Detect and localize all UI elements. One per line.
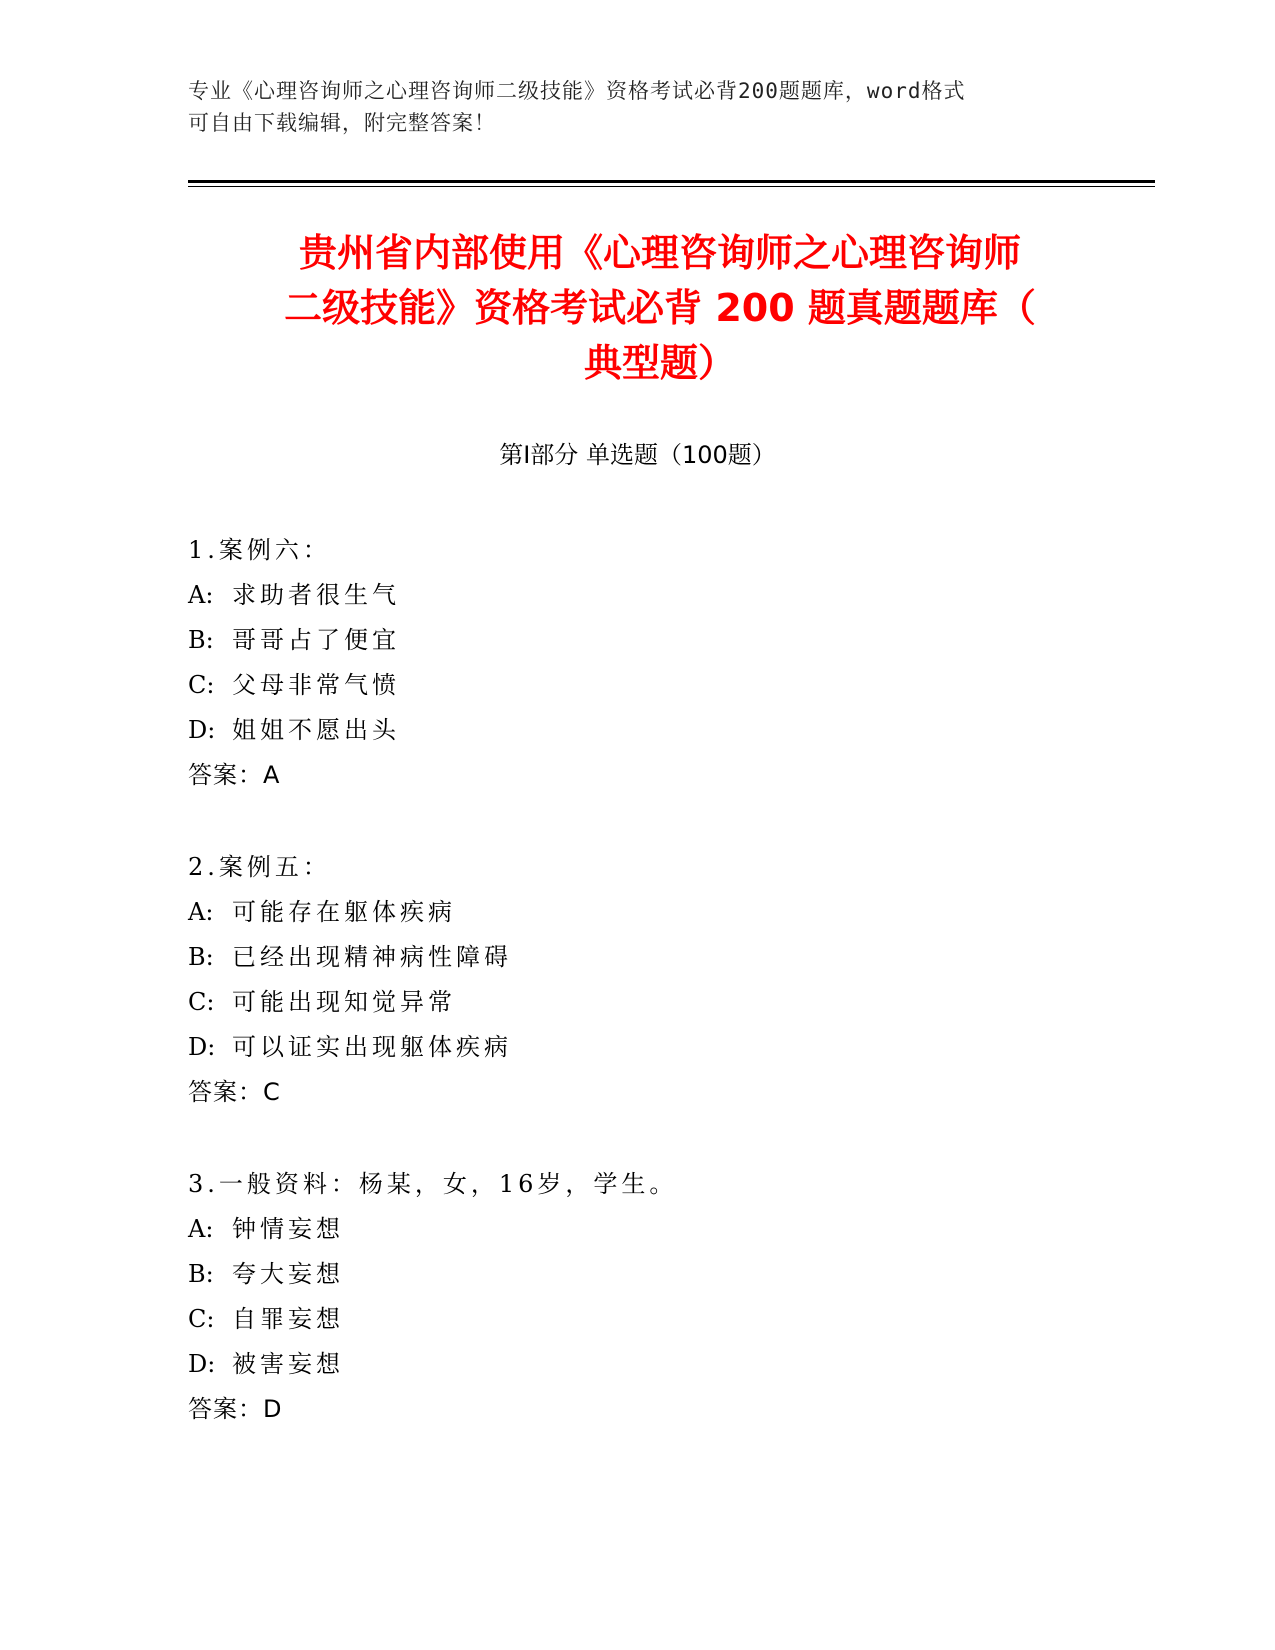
option-c (188, 1297, 1088, 1342)
answer-line: 答案：A (188, 761, 281, 789)
option-text: 自罪妄想 (232, 1305, 344, 1333)
header-note (188, 75, 1088, 139)
option-text: 求助者很生气 (232, 581, 400, 609)
option-text: 可以证实出现躯体疾病 (232, 1033, 512, 1061)
question-list (188, 528, 1088, 1479)
document-title-line-2: 二级技能》资格考试必背 200 题真题题库（ (284, 286, 1036, 330)
option-letter: C: (188, 1305, 215, 1333)
option-text: 可能存在躯体疾病 (232, 898, 456, 926)
option-letter: C: (188, 988, 215, 1016)
option-text: 姐姐不愿出头 (232, 716, 400, 744)
question-2 (188, 845, 1088, 1115)
option-letter: C: (188, 671, 215, 699)
option-letter: B: (188, 943, 214, 971)
option-b (188, 935, 1088, 980)
option-d (188, 1025, 1088, 1070)
answer-line: 答案：D (188, 1395, 283, 1423)
header-note-line-1: 专业《心理咨询师之心理咨询师二级技能》资格考试必背200题题库，word格式 (188, 79, 966, 103)
question-1 (188, 528, 1088, 798)
option-letter: A: (188, 1215, 214, 1243)
option-letter: A: (188, 898, 214, 926)
header-note-line-2: 可自由下载编辑，附完整答案！ (188, 111, 496, 135)
header-divider-thin (188, 186, 1155, 187)
option-text: 哥哥占了便宜 (232, 626, 400, 654)
option-a (188, 1207, 1088, 1252)
option-a (188, 890, 1088, 935)
option-text: 钟情妄想 (232, 1215, 344, 1243)
document-title-line-3: 典型题） (583, 341, 736, 385)
option-letter: B: (188, 1260, 214, 1288)
option-letter: D: (188, 1033, 216, 1061)
option-text: 被害妄想 (232, 1350, 344, 1378)
option-text: 可能出现知觉异常 (232, 988, 456, 1016)
header-divider-thick (188, 180, 1155, 183)
option-c (188, 663, 1088, 708)
option-c (188, 980, 1088, 1025)
document-title (160, 226, 1160, 391)
question-stem: 3.一般资料：杨某，女，16岁，学生。 (188, 1170, 678, 1198)
option-text: 夸大妄想 (232, 1260, 344, 1288)
option-letter: B: (188, 626, 214, 654)
option-d (188, 1342, 1088, 1387)
question-stem: 2.案例五： (188, 853, 331, 881)
option-text: 已经出现精神病性障碍 (232, 943, 512, 971)
answer-line: 答案：C (188, 1078, 281, 1106)
question-stem: 1.案例六： (188, 536, 331, 564)
option-b (188, 1252, 1088, 1297)
section-heading: 第Ⅰ部分 单选题（100题） (499, 441, 776, 469)
option-text: 父母非常气愤 (232, 671, 400, 699)
option-letter: D: (188, 1350, 216, 1378)
option-letter: D: (188, 716, 216, 744)
question-3 (188, 1162, 1088, 1432)
option-letter: A: (188, 581, 214, 609)
option-a (188, 573, 1088, 618)
option-d (188, 708, 1088, 753)
option-b (188, 618, 1088, 663)
document-title-line-1: 贵州省内部使用《心理咨询师之心理咨询师 (298, 231, 1021, 275)
